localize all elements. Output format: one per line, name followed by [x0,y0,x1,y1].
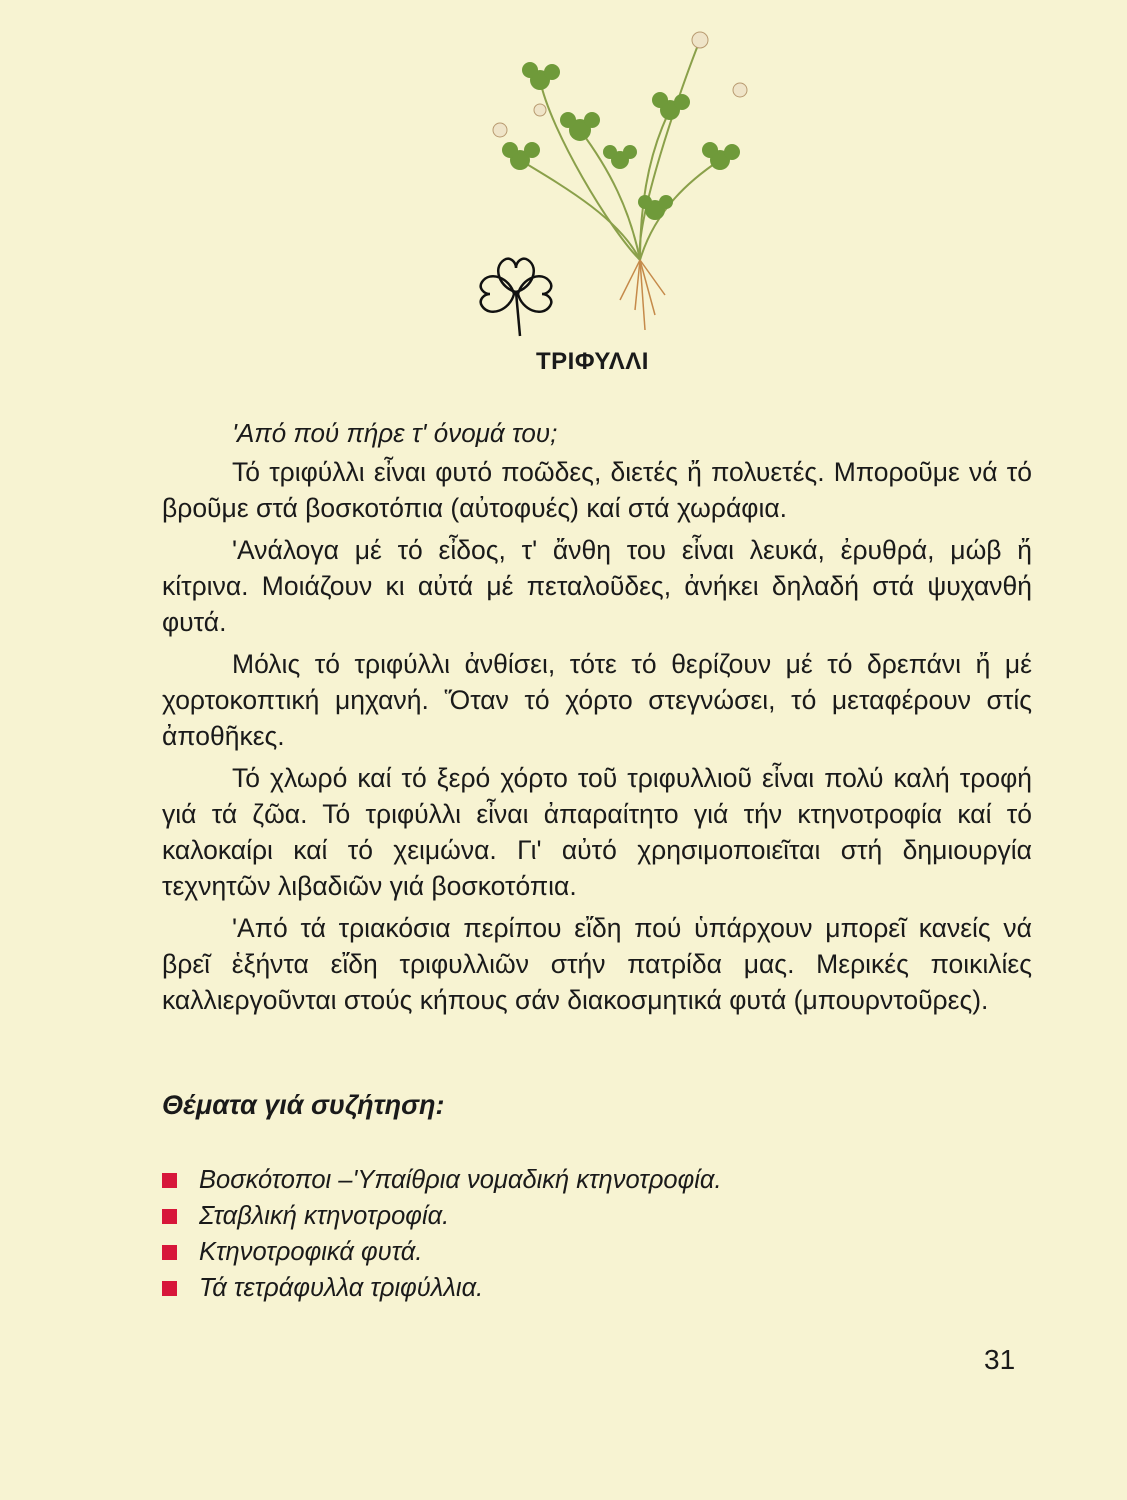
section-question: 'Από πού πήρε τ' όνομά του; [232,418,558,448]
topic-text: Σταβλική κτηνοτροφία. [199,1201,450,1230]
topic-text: Κτηνοτροφικά φυτά. [199,1237,423,1266]
list-item [162,1234,722,1270]
list-item [162,1270,722,1306]
article-body [162,454,1032,1024]
discussion-topics-list [162,1162,722,1306]
clover-icon [470,248,562,340]
square-bullet-icon [162,1209,177,1224]
square-bullet-icon [162,1173,177,1188]
square-bullet-icon [162,1245,177,1260]
paragraph: 'Ανάλογα μέ τό εἶδος, τ' ἄνθη του εἶναι λευκά, ἐρυθρά, μώβ ἤ κίτρινα. Μοιάζουν κι αὐτά μέ πεταλοῦδες, ἀνήκει δηλαδή στά ψυχανθή φυτά. [162,535,1032,637]
page-number: 31 [984,1344,1016,1375]
square-bullet-icon [162,1281,177,1296]
paragraph: Τό χλωρό καί τό ξερό χόρτο τοῦ τριφυλλιοῦ εἶναι πολύ καλή τροφή γιά τά ζῶα. Τό τριφύλλι εἶναι ἀπαραίτητο γιά τήν κτηνοτροφία καί τό καλοκαίρι καί τό χειμώνα. Γι' αὐτό χρησιμοποιεῖται στή δημιουργία τεχνητῶν λιβαδιῶν γιά βοσκοτόπια. [162,763,1032,901]
paragraph: Μόλις τό τριφύλλι ἀνθίσει, τότε τό θερίζουν μέ τό δρεπάνι ἤ μέ χορτοκοπτική μηχανή. Ὅταν τό χόρτο στεγνώσει, τό μεταφέρουν στίς ἀποθῆκες. [162,649,1032,751]
page-title: ΤΡΙΦΥΛΛΙ [536,348,649,375]
list-item [162,1162,722,1198]
topic-text: Βοσκότοποι –'Υπαίθρια νομαδική κτηνοτροφία. [199,1165,722,1194]
paragraph: Τό τριφύλλι εἶναι φυτό ποῶδες, διετές ἤ πολυετές. Μποροῦμε νά τό βροῦμε στά βοσκοτόπια (αὐτοφυές) καί στά χωράφια. [162,457,1032,523]
discussion-topics-heading: Θέματα γιά συζήτηση: [162,1090,445,1120]
list-item [162,1198,722,1234]
topic-text: Τά τετράφυλλα τριφύλλια. [199,1273,484,1302]
paragraph: 'Από τά τριακόσια περίπου εἴδη πού ὑπάρχουν μπορεῖ κανείς νά βρεῖ ἑξήντα εἴδη τριφυλλιῶν στήν πατρίδα μας. Μερικές ποικιλίες καλλιεργοῦνται στούς κήπους σάν διακοσμητικά φυτά (μπουρντοῦρες). [162,913,1032,1015]
